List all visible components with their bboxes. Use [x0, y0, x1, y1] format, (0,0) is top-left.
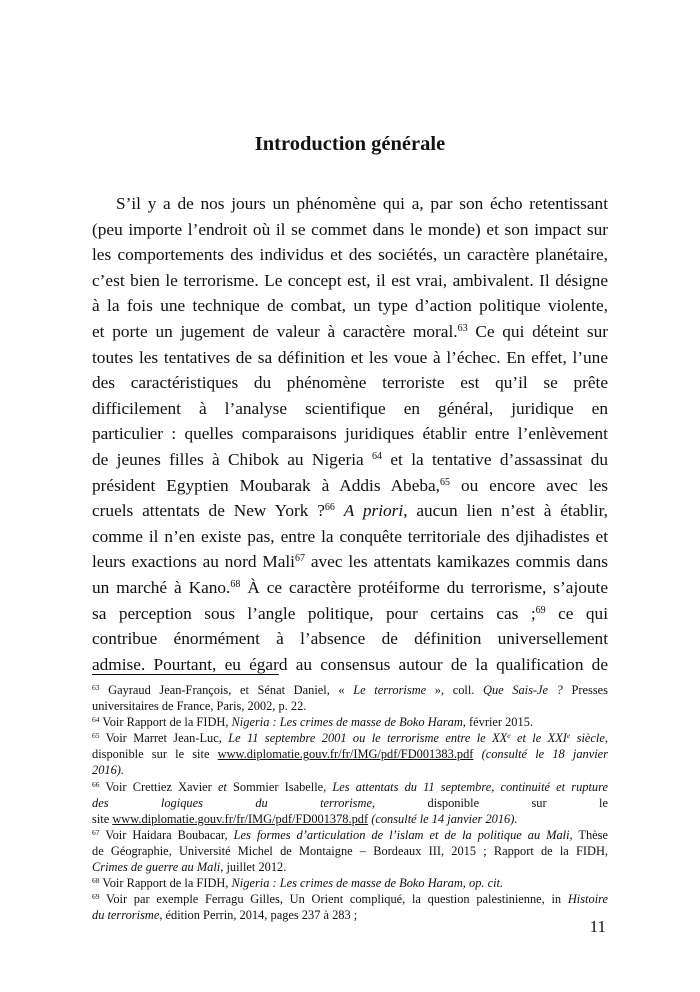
body-line: les comportements des individus et des sociétés, un caractère planétaire,: [92, 245, 608, 265]
footnote-67-cont2: Crimes de guerre au Mali, juillet 2012.: [92, 860, 287, 875]
page-title: Introduction générale: [254, 133, 446, 155]
footnote-63: $^{63}$ Gayraud Jean-François, et Sénat Daniel, « Le terrorisme », coll. Que Sais-Je ? Presses: [92, 683, 608, 697]
body-line: S’il y a de nos jours un phénomène qui a, par son écho retentissant: [116, 194, 608, 213]
body-line: admise. Pourtant, eu égard au consensus autour de la qualification de: [92, 654, 608, 674]
page-number: 11: [589, 917, 606, 936]
body-line: de jeunes filles à Chibok au Nigeria $^{64}$ et la tentative d’assassinat du: [92, 449, 608, 469]
footnote-ref: 66: [324, 502, 335, 514]
footnote-ref: 67: [294, 553, 305, 565]
footnotes: [92, 682, 608, 923]
body-line: cruels attentats de New York ?$^{66}$ A priori, aucun lien n’est à établir,: [92, 501, 608, 521]
footnote-separator: [92, 674, 279, 675]
body-line: (peu importe l’endroit où il se commet dans le monde) et son impact sur: [92, 219, 608, 239]
footnote-65: $^{65}$ Voir Marret Jean-Luc, Le 11 septembre 2001 ou le terrorisme entre le XXe et le XXIe siècle,: [92, 731, 608, 746]
body-line: président Egyptien Moubarak à Addis Abeba,$^{65}$ ou encore avec les: [92, 475, 608, 495]
footnote-66-cont2: site www.diplomatie.gouv.fr/fr/IMG/pdf/FD001378.pdf (consulté le 14 janvier 2016).: [92, 811, 518, 826]
footnote-63-cont: universitaires de France, Paris, 2002, p. 22.: [92, 699, 307, 714]
body-line: sa perception sous l’angle politique, pour certains cas ;$^{69}$ ce qui: [92, 603, 608, 623]
footnote-ref: 63: [457, 322, 468, 334]
footnote-66-cont: des logiques du terrorisme, disponible sur le: [92, 795, 608, 810]
body-text: [92, 191, 608, 677]
footnote-65-link[interactable]: www.diplomatie.gouv.fr/fr/IMG/pdf/FD001383.pdf: [217, 747, 474, 762]
footnote-65-cont2: 2016).: [92, 763, 125, 778]
body-line: un marché à Kano.$^{68}$ À ce caractère protéiforme du terrorisme, s’ajoute: [92, 577, 608, 597]
footnote-ref: 65: [440, 476, 450, 488]
body-line: et porte un jugement de valeur à caractère moral.$^{63}$ Ce qui déteint sur: [92, 321, 608, 341]
footnote-66-link[interactable]: www.diplomatie.gouv.fr/fr/IMG/pdf/FD001378.pdf: [112, 811, 369, 826]
body-line: difficilement à l’analyse scientifique en général, juridique en: [92, 398, 608, 418]
body-line: à la fois une technique de combat, un type d’action politique violente,: [92, 296, 608, 316]
footnote-65-cont: disponible sur le site www.diplomatie.gouv.fr/fr/IMG/pdf/FD001383.pdf (consulté le 18 janvier: [92, 747, 608, 762]
footnote-67: $^{67}$ Voir Haidara Boubacar, Les formes d’articulation de l’islam et de la politique au Mali, Thèse: [92, 827, 608, 842]
footnote-ref: 68: [230, 578, 241, 590]
body-line: des caractéristiques du phénomène terroriste est qu’il se prête: [92, 373, 608, 393]
body-line: toutes les tentatives de sa définition et les voue à l’échec. En effet, l’une: [92, 347, 608, 367]
body-line: c’est bien le terrorisme. Le concept est, il est vrai, ambivalent. Il désigne: [92, 270, 608, 290]
footnote-69: $^{69}$ Voir par exemple Ferragu Gilles, Un Orient compliqué, la question palestinienne, in Histoire: [92, 892, 608, 907]
footnote-66: $^{66}$ Voir Crettiez Xavier et Sommier Isabelle, Les attentats du 11 septembre, continuité et rupture: [92, 779, 608, 794]
footnote-64: $^{64}$ Voir Rapport de la FIDH, Nigeria : Les crimes de masse de Boko Haram, février 2015.: [92, 715, 533, 730]
footnote-ref: 64: [372, 450, 383, 462]
footnote-68: $^{68}$ Voir Rapport de la FIDH, Nigeria : Les crimes de masse de Boko Haram, op. cit.: [92, 876, 504, 891]
footnote-69-cont: du terrorisme, édition Perrin, 2014, pages 237 à 283 ;: [92, 908, 358, 923]
footnote-ref: 69: [535, 604, 546, 616]
footnote-67-cont: de Géographie, Université Michel de Montaigne – Bordeaux III, 2015 ; Rapport de la FIDH,: [92, 843, 608, 858]
body-line: contribue énormément à l’absence de définition universellement: [92, 629, 608, 649]
body-line: leurs exactions au nord Mali$^{67}$ avec les attentats kamikazes commis dans: [92, 552, 608, 572]
body-line: particulier : quelles comparaisons juridiques établir entre l’enlèvement: [92, 424, 608, 444]
body-line: comme il n’en existe pas, entre la conquête territoriale des djihadistes et: [92, 526, 608, 546]
